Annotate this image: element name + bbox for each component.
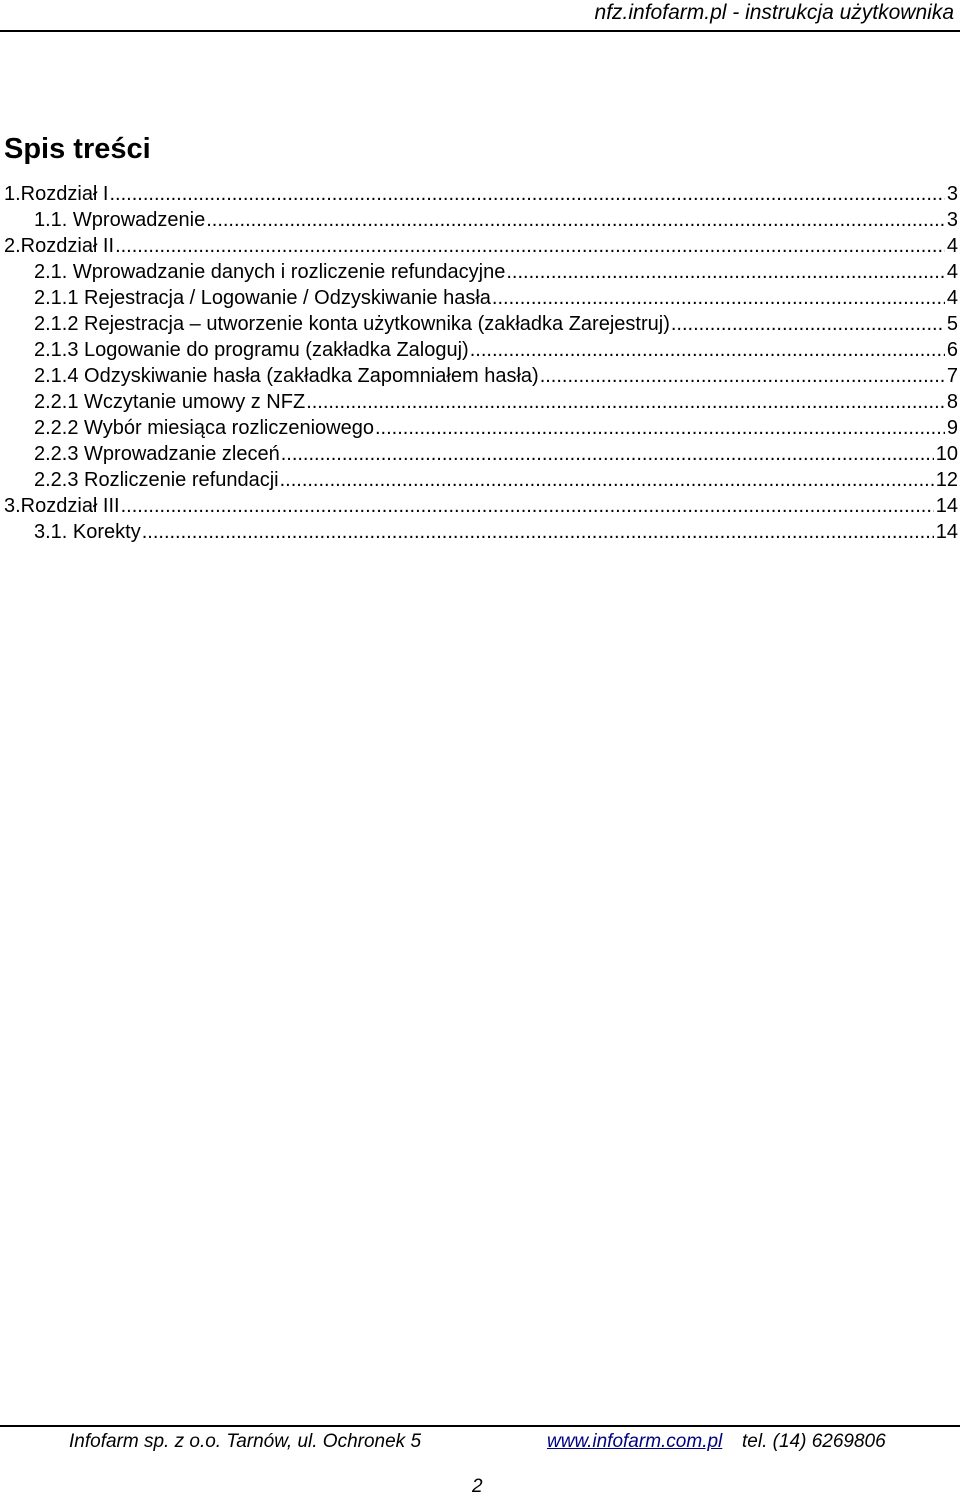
toc-dot-leader [671,312,945,336]
footer-phone: tel. (14) 6269806 [742,1431,886,1452]
toc-entry-title: 2.2.2 Wybór miesiąca rozliczeniowego [34,417,374,439]
toc-dot-leader [280,468,934,492]
toc-entry-page: 7 [946,365,958,387]
toc-entry-page: 12 [935,469,958,491]
toc-title: Spis treści [4,133,151,165]
toc-entry-title: 1.Rozdział I [4,183,109,205]
toc-entry-page: 9 [946,417,958,439]
toc-entry-2-2-2[interactable] [4,414,958,440]
toc-dot-leader [306,390,945,414]
toc-dot-leader [281,442,934,466]
toc-entry-1-1[interactable] [4,206,958,232]
toc-entry-page: 4 [946,287,958,309]
toc-entry-2-1-3[interactable] [4,336,958,362]
toc-entry-page: 10 [935,443,958,465]
toc-entry-page: 8 [946,391,958,413]
toc-entry-3-1[interactable] [4,518,958,544]
toc-dot-leader [506,260,945,284]
table-of-contents [4,180,958,544]
toc-entry-title: 2.1. Wprowadzanie danych i rozliczenie refundacyjne [34,261,506,283]
toc-dot-leader [470,338,945,362]
toc-entry-title: 3.1. Korekty [34,521,141,543]
toc-entry-2-1-4[interactable] [4,362,958,388]
toc-entry-page: 14 [935,495,958,517]
toc-dot-leader [115,234,945,258]
toc-dot-leader [142,520,934,544]
toc-entry-page: 6 [946,339,958,361]
toc-entry-title: 1.1. Wprowadzenie [34,209,206,231]
toc-entry-page: 3 [946,209,958,231]
toc-entry-title: 2.1.2 Rejestracja – utworzenie konta użytkownika (zakładka Zarejestruj) [34,313,670,335]
toc-entry-2-1-2[interactable] [4,310,958,336]
toc-entry-page: 3 [946,183,958,205]
toc-entry-title: 2.Rozdział II [4,235,115,257]
toc-entry-title: 2.2.3 Wprowadzanie zleceń [34,443,280,465]
toc-entry-chapter-1[interactable] [4,180,958,206]
toc-entry-title: 2.1.4 Odzyskiwanie hasła (zakładka Zapomniałem hasła) [34,365,539,387]
footer-website-link[interactable]: www.infofarm.com.pl [547,1431,723,1452]
toc-entry-2-2-1[interactable] [4,388,958,414]
toc-entry-page: 4 [946,261,958,283]
footer-divider [0,1425,960,1427]
toc-entry-2-2-3b[interactable] [4,466,958,492]
toc-entry-page: 4 [946,235,958,257]
toc-entry-page: 14 [935,521,958,543]
toc-entry-title: 3.Rozdział III [4,495,120,517]
page-number: 2 [472,1476,483,1497]
toc-dot-leader [110,182,945,206]
toc-dot-leader [121,494,934,518]
toc-entry-2-1[interactable] [4,258,958,284]
toc-entry-chapter-2[interactable] [4,232,958,258]
toc-entry-title: 2.2.1 Wczytanie umowy z NFZ [34,391,306,413]
toc-entry-title: 2.1.1 Rejestracja / Logowanie / Odzyskiwanie hasła [34,287,491,309]
toc-entry-title: 2.1.3 Logowanie do programu (zakładka Zaloguj) [34,339,469,361]
toc-entry-2-2-3a[interactable] [4,440,958,466]
toc-dot-leader [206,208,945,232]
toc-entry-2-1-1[interactable] [4,284,958,310]
toc-entry-chapter-3[interactable] [4,492,958,518]
toc-entry-title: 2.2.3 Rozliczenie refundacji [34,469,279,491]
running-header: nfz.infofarm.pl - instrukcja użytkownika [594,1,954,24]
toc-dot-leader [375,416,945,440]
footer-company-address: Infofarm sp. z o.o. Tarnów, ul. Ochronek 5 [69,1431,422,1452]
header-divider [0,30,960,32]
toc-entry-page: 5 [946,313,958,335]
toc-dot-leader [492,286,945,310]
toc-dot-leader [540,364,945,388]
